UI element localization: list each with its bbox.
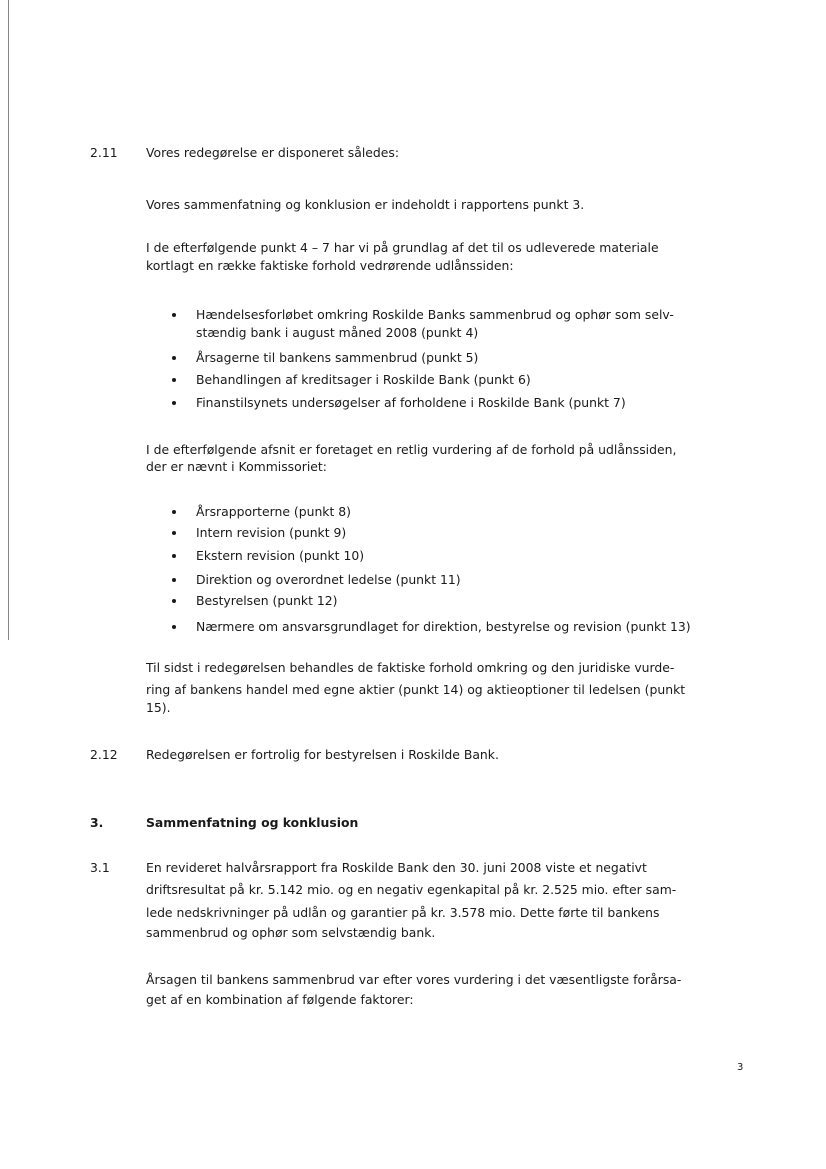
list-item: stændig bank i august måned 2008 (punkt 4) [196, 325, 479, 340]
paragraph-line: kortlagt en række faktiske forhold vedrørende udlånssiden: [146, 258, 514, 273]
section-number: 3.1 [90, 860, 110, 875]
paragraph-line: I de efterfølgende afsnit er foretaget en retlig vurdering af de forhold på udlånssiden, [146, 442, 677, 457]
bullet-icon [172, 578, 176, 582]
paragraph-line: Årsagen til bankens sammenbrud var efter vores vurdering i det væsentligste forårsa- [146, 972, 682, 987]
paragraph-line: Vores sammenfatning og konklusion er indeholdt i rapportens punkt 3. [146, 197, 585, 212]
paragraph-line: Til sidst i redegørelsen behandles de faktiske forhold omkring og den juridiske vurde- [146, 660, 675, 675]
section-title: Sammenfatning og konklusion [146, 815, 359, 830]
list-item: Intern revision (punkt 9) [196, 525, 347, 540]
section-number: 2.12 [90, 747, 118, 762]
bullet-icon [172, 378, 176, 382]
list-item: Behandlingen af kreditsager i Roskilde Bank (punkt 6) [196, 372, 531, 387]
section-number: 3. [90, 815, 104, 830]
list-item: Årsagerne til bankens sammenbrud (punkt 5) [196, 350, 479, 365]
paragraph-line: 15). [146, 700, 171, 715]
bullet-icon [172, 531, 176, 535]
page-number: 3 [737, 1062, 744, 1073]
bullet-icon [172, 356, 176, 360]
bullet-icon [172, 625, 176, 629]
list-item: Hændelsesforløbet omkring Roskilde Banks sammenbrud og ophør som selv- [196, 307, 674, 322]
paragraph-line: I de efterfølgende punkt 4 – 7 har vi på grundlag af det til os udleverede materiale [146, 240, 659, 255]
bullet-icon [172, 599, 176, 603]
paragraph-line: sammenbrud og ophør som selvstændig bank. [146, 925, 436, 940]
paragraph-line: der er nævnt i Kommissoriet: [146, 459, 327, 474]
paragraph-line: Redegørelsen er fortrolig for bestyrelsen i Roskilde Bank. [146, 747, 499, 762]
paragraph-line: ring af bankens handel med egne aktier (punkt 14) og aktieoptioner til ledelsen (punkt [146, 682, 686, 697]
list-item: Årsrapporterne (punkt 8) [196, 504, 351, 519]
paragraph-line: driftsresultat på kr. 5.142 mio. og en negativ egenkapital på kr. 2.525 mio. efter sam- [146, 882, 677, 897]
list-item: Bestyrelsen (punkt 12) [196, 593, 338, 608]
paragraph-line: lede nedskrivninger på udlån og garantier på kr. 3.578 mio. Dette førte til bankens [146, 905, 660, 920]
section-number: 2.11 [90, 145, 118, 160]
bullet-icon [172, 510, 176, 514]
scan-edge-line [8, 0, 9, 640]
list-item: Nærmere om ansvarsgrundlaget for direktion, bestyrelse og revision (punkt 13) [196, 619, 691, 634]
bullet-icon [172, 554, 176, 558]
paragraph-line: En revideret halvårsrapport fra Roskilde Bank den 30. juni 2008 viste et negativt [146, 860, 647, 875]
list-item: Direktion og overordnet ledelse (punkt 11) [196, 572, 461, 587]
bullet-icon [172, 313, 176, 317]
list-item: Finanstilsynets undersøgelser af forholdene i Roskilde Bank (punkt 7) [196, 395, 626, 410]
bullet-icon [172, 401, 176, 405]
list-item: Ekstern revision (punkt 10) [196, 548, 365, 563]
paragraph-line: Vores redegørelse er disponeret således: [146, 145, 400, 160]
paragraph-line: get af en kombination af følgende faktorer: [146, 992, 414, 1007]
